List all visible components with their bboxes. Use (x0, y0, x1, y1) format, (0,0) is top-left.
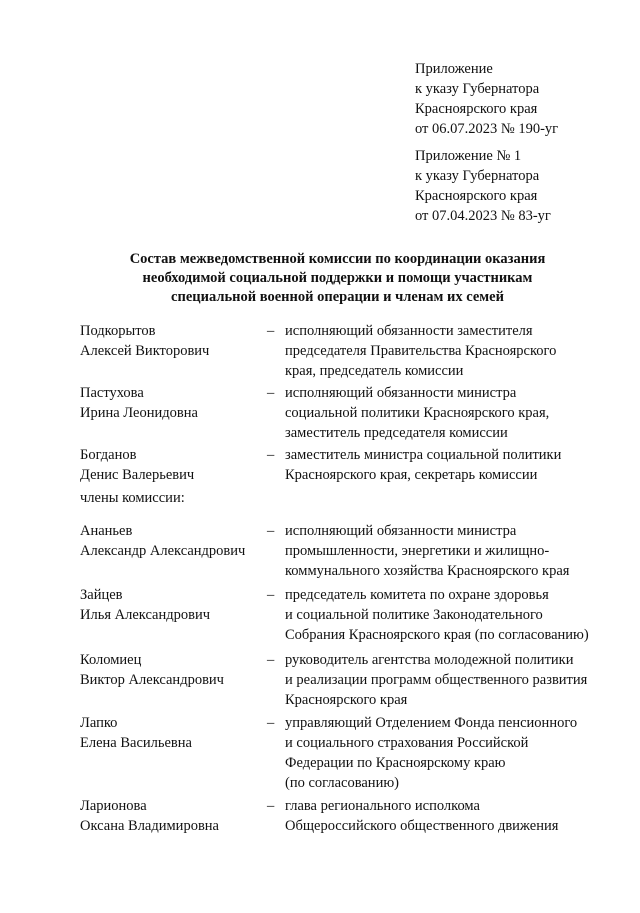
dash-separator: – (267, 323, 275, 339)
title-line: специальной военной операции и членам их семей (171, 289, 504, 305)
role-line: социальной политики Красноярского края, (285, 405, 550, 421)
member-surname: Лапко (80, 715, 118, 731)
member-given-names: Денис Валерьевич (80, 467, 195, 483)
dash-separator: – (267, 715, 275, 731)
member-role (285, 521, 620, 581)
role-line: и социальной политике Законодательного (285, 607, 543, 623)
role-line: глава регионального исполкома (285, 798, 480, 814)
member-given-names: Елена Васильевна (80, 735, 192, 751)
member-given-names: Ирина Леонидовна (80, 405, 198, 421)
appendix-header-original (415, 146, 551, 226)
member-role (285, 585, 620, 645)
member-name (80, 383, 265, 423)
dash-separator: – (267, 587, 275, 603)
member-name (80, 321, 265, 361)
role-line: промышленности, энергетики и жилищно- (285, 543, 550, 559)
appendix-header-current (415, 59, 558, 139)
member-role (285, 321, 620, 381)
dash-separator: – (267, 798, 275, 814)
appendix-line: к указу Губернатора (415, 81, 540, 97)
member-surname: Ананьев (80, 523, 133, 539)
dash-separator: – (267, 523, 275, 539)
member-name (80, 521, 265, 561)
role-line: управляющий Отделением Фонда пенсионного (285, 715, 578, 731)
members-section-label: члены комиссии: (80, 490, 185, 506)
dash-separator: – (267, 447, 275, 463)
role-line: исполняющий обязанности заместителя (285, 323, 533, 339)
member-name (80, 650, 265, 690)
member-surname: Богданов (80, 447, 137, 463)
member-role (285, 445, 620, 485)
role-line: края, председатель комиссии (285, 363, 464, 379)
role-line: (по согласованию) (285, 775, 399, 791)
title-line: Состав межведомственной комиссии по координации оказания (129, 251, 546, 267)
dash-separator: – (267, 652, 275, 668)
role-line: исполняющий обязанности министра (285, 523, 517, 539)
role-line: председателя Правительства Красноярского (285, 343, 557, 359)
appendix-line: от 07.04.2023 № 83-уг (415, 208, 551, 224)
role-line: коммунального хозяйства Красноярского края (285, 563, 570, 579)
member-role (285, 383, 620, 443)
role-line: Общероссийского общественного движения (285, 818, 559, 834)
appendix-line: Приложение (415, 61, 493, 77)
member-surname: Коломиец (80, 652, 142, 668)
member-surname: Подкорытов (80, 323, 156, 339)
title-line: необходимой социальной поддержки и помощи участникам (142, 270, 533, 286)
member-surname: Зайцев (80, 587, 123, 603)
role-line: заместитель министра социальной политики (285, 447, 562, 463)
role-line: и реализации программ общественного развития (285, 672, 588, 688)
member-given-names: Виктор Александрович (80, 672, 224, 688)
member-name (80, 445, 265, 485)
member-given-names: Оксана Владимировна (80, 818, 219, 834)
member-surname: Ларионова (80, 798, 147, 814)
role-line: Красноярского края (285, 692, 408, 708)
role-line: председатель комитета по охране здоровья (285, 587, 549, 603)
role-line: Красноярского края, секретарь комиссии (285, 467, 538, 483)
member-name (80, 713, 265, 753)
member-role (285, 650, 620, 710)
member-name (80, 585, 265, 625)
appendix-line: Красноярского края (415, 188, 538, 204)
appendix-line: Красноярского края (415, 101, 538, 117)
member-surname: Пастухова (80, 385, 144, 401)
member-given-names: Александр Александрович (80, 543, 246, 559)
appendix-line: от 06.07.2023 № 190-уг (415, 121, 559, 137)
member-name (80, 796, 265, 836)
member-role (285, 713, 620, 793)
role-line: заместитель председателя комиссии (285, 425, 508, 441)
document-title (60, 250, 615, 307)
role-line: Собрания Красноярского края (по согласованию) (285, 627, 589, 643)
appendix-line: Приложение № 1 (415, 148, 522, 164)
appendix-line: к указу Губернатора (415, 168, 540, 184)
member-given-names: Алексей Викторович (80, 343, 210, 359)
member-role (285, 796, 620, 836)
role-line: руководитель агентства молодежной политики (285, 652, 574, 668)
role-line: исполняющий обязанности министра (285, 385, 517, 401)
role-line: Федерации по Красноярскому краю (285, 755, 506, 771)
dash-separator: – (267, 385, 275, 401)
role-line: и социального страхования Российской (285, 735, 529, 751)
member-given-names: Илья Александрович (80, 607, 211, 623)
